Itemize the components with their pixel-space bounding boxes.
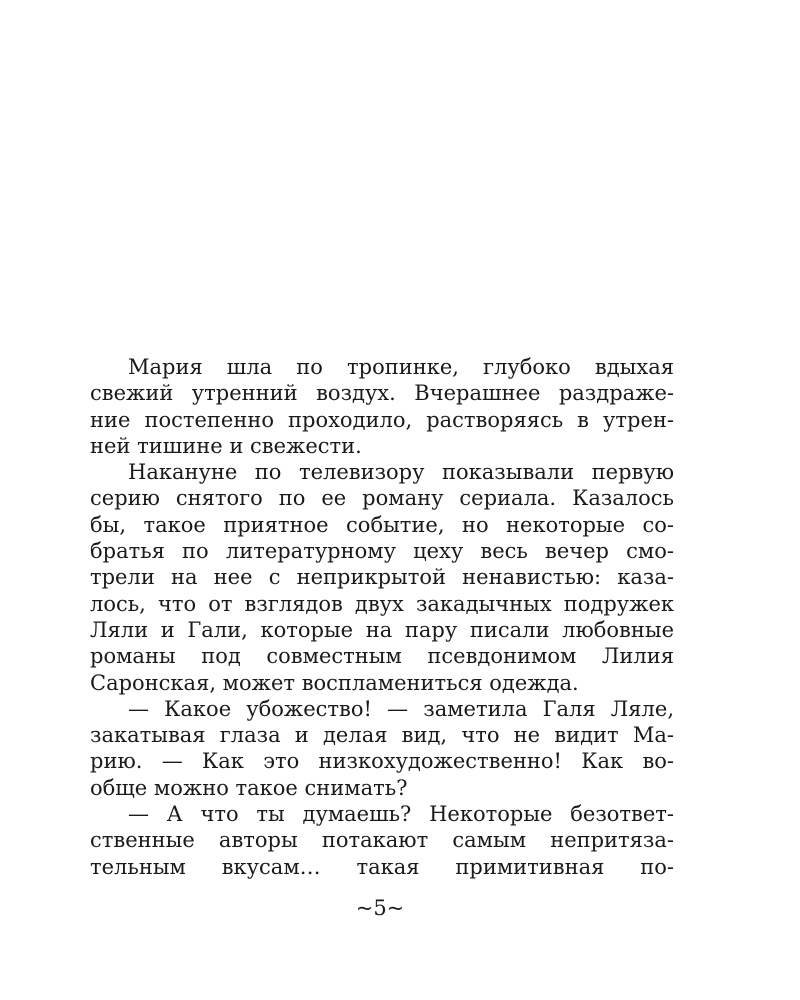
text-line: Мария шла по тропинке, глубоко вдыхая <box>128 355 674 379</box>
text-line: братья по литературному цеху весь вечер смо- <box>90 539 674 564</box>
page-number: ~5~ <box>355 896 405 920</box>
text-line: Ляли и Гали, которые на пару писали любовные <box>90 617 674 642</box>
text-line: ней тишине и свежести. <box>90 433 362 458</box>
text-line: — А что ты думаешь? Некоторые безответ- <box>128 802 674 827</box>
text-line: бы, такое приятное событие, но некоторые со- <box>90 512 674 537</box>
text-line: Саронская, может воспламениться одежда. <box>90 670 579 695</box>
body-text <box>90 354 674 880</box>
text-line: трели на нее с неприкрытой ненавистью: каза- <box>90 565 674 590</box>
text-line: закатывая глаза и делая вид, что не видит Ма- <box>90 723 674 748</box>
text-line: свежий утренний воздух. Вчерашнее раздраже- <box>90 381 674 406</box>
text-line: лось, что от взглядов двух закадычных подружек <box>90 591 674 616</box>
text-line: рию. — Как это низкохудожественно! Как во- <box>90 749 674 774</box>
text-line: обще можно такое снимать? <box>90 775 408 800</box>
text-line: ственные авторы потакают самым непритяза- <box>90 828 674 853</box>
text-line: романы под совместным псевдонимом Лилия <box>90 644 674 669</box>
text-line: Накануне по телевизору показывали первую <box>128 460 674 485</box>
text-line: серию снятого по ее роману сериала. Казалось <box>90 486 674 511</box>
text-line: — Какое убожество! — заметила Галя Ляле, <box>128 696 674 721</box>
text-line: тельным вкусам… такая примитивная по- <box>90 854 674 879</box>
text-line: ние постепенно проходило, растворяясь в утрен- <box>90 407 674 432</box>
